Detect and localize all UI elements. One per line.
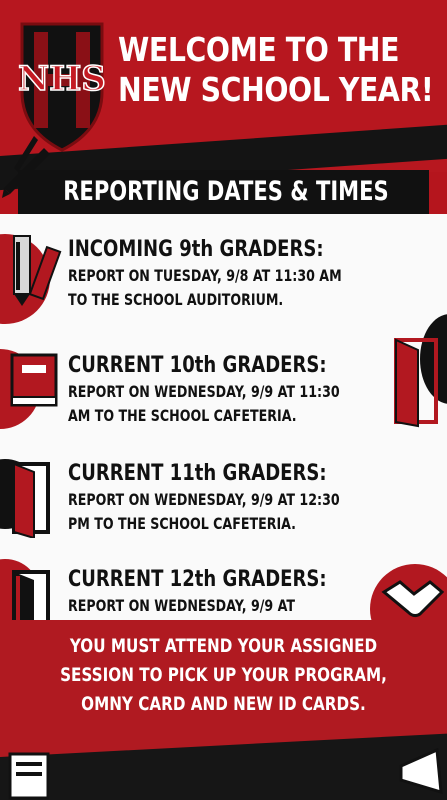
book-icon: [6, 345, 66, 415]
grade-9-heading: INCOMING 9th GRADERS:: [68, 237, 324, 262]
grade-11-heading: CURRENT 11th GRADERS:: [68, 461, 327, 486]
open-door-icon: [10, 458, 56, 538]
logo-text: NHS: [18, 59, 106, 99]
grade-9-line-2: TO THE SCHOOL AUDITORIUM.: [68, 290, 284, 309]
footer-line-1: YOU MUST ATTEND YOUR ASSIGNED: [69, 635, 378, 657]
grade-10-heading: CURRENT 10th GRADERS:: [68, 353, 327, 378]
banner-text: REPORTING DATES & TIMES: [63, 176, 389, 207]
grade-11-line-2: PM TO THE SCHOOL CAFETERIA.: [68, 514, 296, 533]
grade-10-line-1: REPORT ON WEDNESDAY, 9/9 AT 11:30: [68, 382, 340, 401]
grade-11-item: [68, 460, 440, 536]
grade-9-line-1: REPORT ON TUESDAY, 9/8 AT 11:30 AM: [68, 266, 342, 285]
footer-line-2: SESSION TO PICK UP YOUR PROGRAM,: [60, 664, 387, 686]
title-line-2: NEW SCHOOL YEAR!: [118, 70, 434, 109]
grade-12-heading: CURRENT 12th GRADERS:: [68, 567, 327, 592]
footer-notice: [0, 632, 447, 719]
nhs-shield-logo: [12, 22, 112, 152]
grade-11-line-1: REPORT ON WEDNESDAY, 9/9 AT 12:30: [68, 490, 340, 509]
reporting-banner: [18, 170, 429, 214]
grade-10-item: [68, 352, 440, 428]
grade-9-item: [68, 236, 440, 312]
page-title: [118, 30, 434, 110]
newspaper-icon: [6, 748, 56, 800]
title-line-1: WELCOME TO THE: [118, 30, 400, 69]
pencils-icon: [6, 230, 66, 310]
grade-12-line-1: REPORT ON WEDNESDAY, 9/9 AT: [68, 596, 296, 615]
grade-10-line-2: AM TO THE SCHOOL CAFETERIA.: [68, 406, 297, 425]
megaphone-icon: [395, 744, 447, 800]
footer-line-3: OMNY CARD AND NEW ID CARDS.: [81, 693, 366, 715]
